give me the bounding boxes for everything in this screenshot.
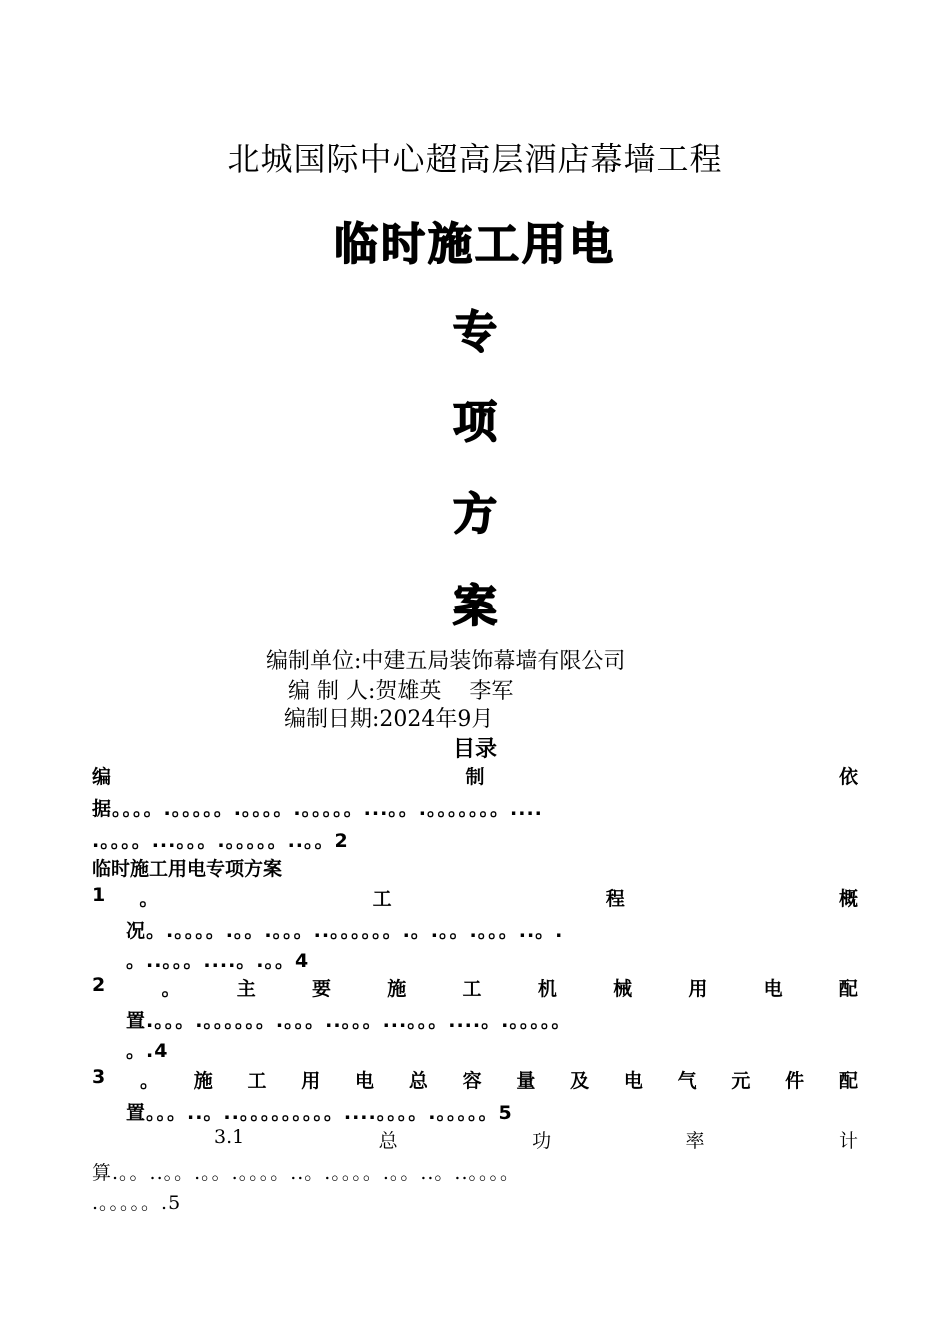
compiling-unit: 编制单位:中建五局装饰幕墙有限公司 (266, 649, 626, 674)
compiler-second: 李军 (469, 679, 514, 704)
title-line-3: 项 (453, 397, 497, 448)
toc-line-cont: 置.。。。.。。。。。。.。。。..。。。...。。。....。.。。。。。 (126, 1010, 572, 1032)
toc-line: 3 。 施 工 用 电 总 容 量 及 电 气 元 件 配 (92, 1066, 858, 1092)
toc-line-cont: 据。。。。.。。。。。.。。。。.。。。。。...。。.。。。。。。。.... (92, 798, 543, 820)
toc-line: 1 。 工 程 概 (92, 884, 858, 910)
toc-line-cont: 。.4 (126, 1040, 169, 1062)
toc-line-cont: 。..。。。....。.。。4 (126, 950, 310, 972)
toc-line-cont: 况。.。。。。.。。.。。。..。。。。。。.。.。。.。。。..。. (126, 920, 564, 942)
toc-line: 2 。 主 要 施 工 机 械 用 电 配 (92, 974, 858, 1000)
title-line-4: 方 (453, 489, 497, 540)
toc-line: 编 制 依 (92, 766, 858, 788)
toc-line-cont: .。。。。...。。。.。。。。。..。。2 (92, 830, 349, 852)
toc-line-cont: 算.。。..。。.。。.。。。。..。.。。。。.。。..。..。。。。 (92, 1162, 521, 1184)
title-line-1: 临时施工用电 (334, 219, 616, 270)
toc-line: 临时施工用电专项方案 (92, 858, 283, 880)
title-line-2: 专 (453, 307, 497, 358)
title-line-5: 案 (453, 581, 497, 632)
toc-line-cont: .。。。。。.5 (92, 1192, 182, 1214)
compile-date: 编制日期:2024年9月 (284, 707, 494, 732)
toc-line-cont: 置。。。..。..。。。。。。。。。....。。。。.。。。。。5 (126, 1102, 513, 1124)
compiler-first: 编 制 人:贺雄英 (288, 679, 442, 704)
compiler (288, 674, 513, 705)
project-name: 北城国际中心超高层酒店幕墙工程 (227, 140, 723, 178)
toc-line: 3.1 总 功 率 计 (214, 1126, 858, 1152)
toc-title: 目录 (452, 737, 497, 762)
